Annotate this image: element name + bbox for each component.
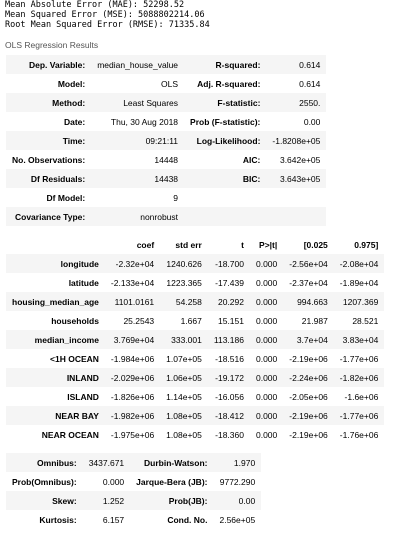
coef-variable: <1H OCEAN <box>50 353 99 364</box>
coef-column-header: [0.025 <box>283 235 334 254</box>
coef-value: -1.984e+06 <box>110 353 155 364</box>
coef-value: 0.000 <box>255 372 278 383</box>
coef-value: 1223.365 <box>166 277 202 288</box>
coef-value: -1.826e+06 <box>110 391 155 402</box>
coef-value: 20.292 <box>217 296 244 307</box>
summary-label: BIC: <box>242 173 261 184</box>
coef-table <box>6 235 384 444</box>
summary-row <box>6 112 326 131</box>
coef-value: -19.172 <box>215 372 244 383</box>
summary-label: Method: <box>52 97 86 108</box>
coef-value: 1240.626 <box>166 258 202 269</box>
summary-row <box>6 74 326 93</box>
summary-label: Prob (F-statistic): <box>190 116 261 127</box>
summary-label: Df Residuals: <box>30 173 86 184</box>
coef-column-header: P>|t| <box>250 235 283 254</box>
coef-value: -2.19e+06 <box>289 353 328 364</box>
coef-value: 3.769e+04 <box>113 334 155 345</box>
summary-label: Date: <box>63 116 86 127</box>
summary-table <box>6 55 326 226</box>
diagnostics-label: Prob(Omnibus): <box>12 476 77 487</box>
coef-value: -17.439 <box>215 277 244 288</box>
diagnostics-label: Omnibus: <box>37 457 77 468</box>
console-line: Mean Absolute Error (MAE): 52298.52 <box>5 0 185 10</box>
coef-value: -1.77e+06 <box>339 353 379 364</box>
summary-value: OLS <box>161 78 179 89</box>
coef-value: -1.89e+04 <box>339 277 379 288</box>
coef-value: 333.001 <box>171 334 202 345</box>
coef-variable: NEAR BAY <box>55 410 99 421</box>
summary-value: nonrobust <box>140 211 179 222</box>
diagnostics-label: Cond. No. <box>167 514 208 525</box>
coef-value: 15.151 <box>217 315 244 326</box>
table-caption: OLS Regression Results <box>5 40 99 50</box>
summary-value <box>266 188 326 207</box>
coef-value: -1.77e+06 <box>339 410 379 421</box>
coef-value: 1.07e+05 <box>166 353 202 364</box>
diagnostics-row <box>6 510 261 529</box>
coef-value: 54.258 <box>175 296 202 307</box>
console-line: Mean Squared Error (MSE): 5088802214.06 <box>5 10 205 20</box>
coef-variable: median_income <box>34 334 99 345</box>
summary-row <box>6 55 326 74</box>
summary-row <box>6 188 326 207</box>
coef-value: 1.08e+05 <box>166 429 202 440</box>
diagnostics-label: Jarque-Bera (JB): <box>136 476 208 487</box>
coef-row <box>6 254 384 273</box>
summary-label: Df Model: <box>46 192 86 203</box>
coef-row <box>6 330 384 349</box>
coef-value: 0.000 <box>255 353 278 364</box>
summary-value: 0.614 <box>299 78 321 89</box>
summary-label: Covariance Type: <box>14 211 86 222</box>
summary-label: Model: <box>57 78 86 89</box>
summary-label: Log-Likelihood: <box>196 135 261 146</box>
summary-label: Dep. Variable: <box>29 59 86 70</box>
summary-row <box>6 131 326 150</box>
diagnostics-value: 9772.290 <box>219 476 256 487</box>
coef-value: -18.700 <box>215 258 244 269</box>
coef-value: 0.000 <box>255 429 278 440</box>
coef-row <box>6 406 384 425</box>
diagnostics-value: 0.000 <box>102 476 125 487</box>
diagnostics-row <box>6 453 261 472</box>
coef-row <box>6 273 384 292</box>
summary-row <box>6 207 326 226</box>
diagnostics-label: Kurtosis: <box>39 514 77 525</box>
summary-label <box>184 207 266 226</box>
coef-column-header <box>6 235 105 254</box>
coef-header-row <box>6 235 384 254</box>
coef-value: -18.412 <box>215 410 244 421</box>
coef-row <box>6 425 384 444</box>
coef-value: -18.360 <box>215 429 244 440</box>
coef-value: -2.08e+04 <box>339 258 379 269</box>
summary-value: 2550. <box>299 97 321 108</box>
diagnostics-value: 1.970 <box>233 457 256 468</box>
console-output <box>0 0 418 30</box>
coef-value: 1.06e+05 <box>166 372 202 383</box>
coef-value: -2.32e+04 <box>115 258 155 269</box>
diagnostics-label: Durbin-Watson: <box>144 457 208 468</box>
summary-value: 9 <box>173 192 179 203</box>
coef-value: 0.000 <box>255 277 278 288</box>
coef-column-header: t <box>208 235 250 254</box>
coef-value: 1.14e+05 <box>166 391 202 402</box>
summary-label: No. Observations: <box>12 154 86 165</box>
coef-column-header: std err <box>160 235 208 254</box>
coef-value: -2.05e+06 <box>289 391 328 402</box>
coef-value: -2.19e+06 <box>289 429 328 440</box>
coef-value: 0.000 <box>255 334 278 345</box>
coef-variable: ISLAND <box>67 391 99 402</box>
summary-value: median_house_value <box>97 59 179 70</box>
coef-value: -2.133e+04 <box>110 277 155 288</box>
summary-value: 09:21:11 <box>145 135 179 146</box>
coef-value: -18.516 <box>215 353 244 364</box>
summary-label: F-statistic: <box>217 97 261 108</box>
diagnostics-value: 3437.671 <box>88 457 125 468</box>
coef-value: -2.029e+06 <box>110 372 155 383</box>
summary-value: 0.00 <box>303 116 321 127</box>
coef-variable: latitude <box>68 277 99 288</box>
coef-value: -1.6e+06 <box>344 391 379 402</box>
coef-row <box>6 292 384 311</box>
coef-column-header: 0.975] <box>334 235 385 254</box>
coef-value: -2.19e+06 <box>289 410 328 421</box>
coef-value: 1101.0161 <box>114 296 155 307</box>
summary-value: 14438 <box>154 173 179 184</box>
coef-value: -1.76e+06 <box>339 429 379 440</box>
coef-value: -16.056 <box>215 391 244 402</box>
coef-value: -2.24e+06 <box>289 372 328 383</box>
coef-row <box>6 349 384 368</box>
coef-value: 1207.369 <box>342 296 379 307</box>
coef-variable: NEAR OCEAN <box>41 429 99 440</box>
coef-value: -2.56e+04 <box>289 258 328 269</box>
diagnostics-value: 2.56e+05 <box>219 514 256 525</box>
coef-row <box>6 387 384 406</box>
diagnostics-table <box>6 453 261 529</box>
summary-value: Least Squares <box>123 97 179 108</box>
diagnostics-value: 0.00 <box>238 495 256 506</box>
coef-value: -1.982e+06 <box>110 410 155 421</box>
summary-row <box>6 93 326 112</box>
coef-value: 28.521 <box>352 315 379 326</box>
summary-value: 0.614 <box>299 59 321 70</box>
coef-value: 21.987 <box>301 315 328 326</box>
diagnostics-label: Prob(JB): <box>168 495 208 506</box>
summary-row <box>6 169 326 188</box>
summary-label: Adj. R-squared: <box>197 78 261 89</box>
summary-value: 14448 <box>154 154 179 165</box>
coef-variable: INLAND <box>66 372 99 383</box>
diagnostics-label: Skew: <box>52 495 77 506</box>
coef-value: 0.000 <box>255 410 278 421</box>
summary-value: -1.8208e+05 <box>272 135 321 146</box>
summary-row <box>6 150 326 169</box>
summary-value: 3.642e+05 <box>279 154 321 165</box>
coef-value: 0.000 <box>255 258 278 269</box>
summary-label: Time: <box>62 135 86 146</box>
coef-row <box>6 311 384 330</box>
coef-variable: housing_median_age <box>12 296 99 307</box>
coef-column-header: coef <box>105 235 160 254</box>
coef-value: 113.186 <box>213 334 244 345</box>
coef-variable: households <box>51 315 99 326</box>
summary-value: Thu, 30 Aug 2018 <box>110 116 179 127</box>
coef-value: 1.08e+05 <box>166 410 202 421</box>
coef-value: 3.83e+04 <box>342 334 379 345</box>
summary-value: 3.643e+05 <box>279 173 321 184</box>
coef-variable: longitude <box>60 258 99 269</box>
summary-label: AIC: <box>242 154 261 165</box>
coef-row <box>6 368 384 387</box>
coef-value: -1.975e+06 <box>110 429 155 440</box>
summary-label <box>184 188 266 207</box>
diagnostics-value: 6.157 <box>102 514 125 525</box>
coef-value: 0.000 <box>255 315 278 326</box>
console-line: Root Mean Squared Error (RMSE): 71335.84 <box>5 20 210 30</box>
summary-label: R-squared: <box>215 59 261 70</box>
diagnostics-row <box>6 472 261 491</box>
coef-value: 1.667 <box>180 315 202 326</box>
diagnostics-row <box>6 491 261 510</box>
coef-value: 3.7e+04 <box>296 334 328 345</box>
coef-value: 994.663 <box>297 296 328 307</box>
coef-value: 0.000 <box>255 296 278 307</box>
coef-value: -1.82e+06 <box>339 372 379 383</box>
diagnostics-value: 1.252 <box>102 495 125 506</box>
coef-value: -2.37e+04 <box>289 277 328 288</box>
coef-value: 25.2543 <box>123 315 155 326</box>
coef-value: 0.000 <box>255 391 278 402</box>
summary-value <box>266 207 326 226</box>
